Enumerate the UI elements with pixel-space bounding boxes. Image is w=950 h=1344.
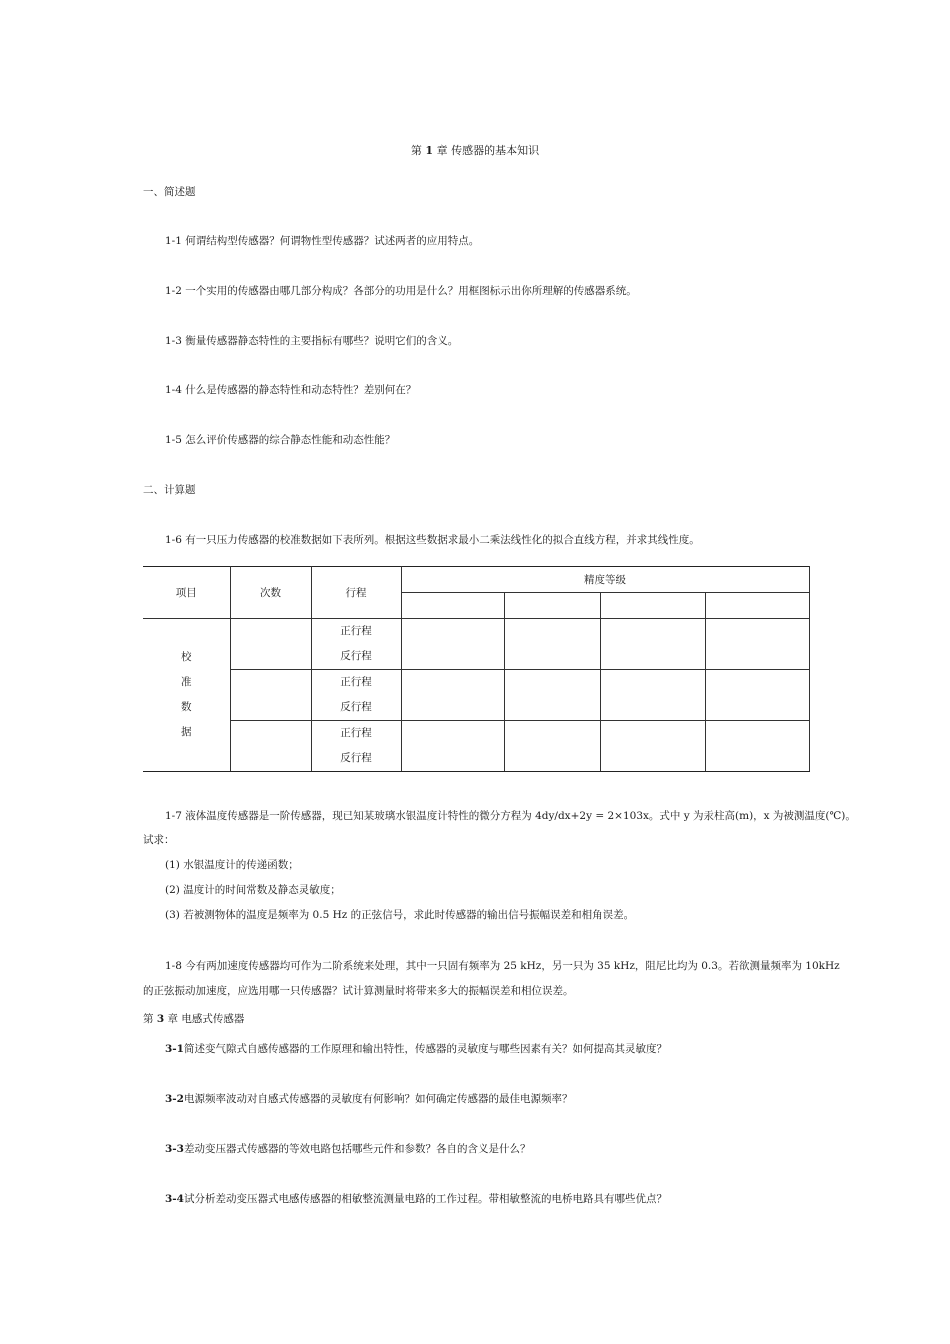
data-cell [504, 670, 600, 721]
chapter-3-title-text: 章 电感式传感器 [167, 1013, 245, 1025]
forward-stroke-label: 正行程 [340, 727, 372, 739]
row-label-char: 校 [181, 651, 192, 663]
question-3-2-text: 电源频率波动对自感式传感器的灵敏度有何影响？如何确定传感器的最佳电源频率？ [183, 1093, 573, 1105]
question-3-3-number: 3-3 [165, 1143, 184, 1155]
reverse-stroke-label: 反行程 [340, 701, 372, 713]
header-item: 项目 [143, 567, 230, 619]
data-cell [401, 721, 504, 772]
precision-cell [504, 593, 600, 619]
question-3-1 [165, 1041, 667, 1056]
row-label-char: 据 [181, 726, 192, 738]
precision-cell [705, 593, 809, 619]
question-1-1: 1-1 何谓结构型传感器？何谓物性型传感器？试述两者的应用特点。 [165, 235, 480, 247]
question-1-2: 1-2 一个实用的传感器由哪几部分构成？各部分的功用是什么？用框图标示出你所理解的传感器系统。 [165, 285, 637, 297]
question-1-7-part-2: (2) 温度计的时间常数及静态灵敏度； [165, 884, 341, 896]
question-3-1-number: 3-1 [165, 1043, 184, 1055]
chapter-1-title [0, 142, 950, 158]
calibration-data-table [143, 566, 810, 772]
reverse-stroke-label: 反行程 [340, 650, 372, 662]
count-cell [230, 619, 311, 670]
question-3-4-number: 3-4 [165, 1193, 184, 1205]
count-cell [230, 670, 311, 721]
forward-stroke-label: 正行程 [340, 625, 372, 637]
question-1-6: 1-6 有一只压力传感器的校准数据如下表所列。根据这些数据求最小二乘法线性化的拟合直线方程，并求其线性度。 [165, 534, 700, 546]
question-1-7-part-1: (1) 水银温度计的传递函数； [165, 859, 299, 871]
data-cell [600, 670, 705, 721]
count-cell [230, 721, 311, 772]
question-1-7-prompt: 试求： [143, 834, 175, 846]
precision-cell [600, 593, 705, 619]
header-stroke: 行程 [311, 567, 401, 619]
question-1-8-continued: 的正弦振动加速度，应选用哪一只传感器？试计算测量时将带来多大的振幅误差和相位误差。 [143, 985, 574, 997]
row-label-char: 准 [181, 676, 192, 688]
chapter-3-title [143, 1011, 244, 1026]
section-heading-short-answer: 一、简述题 [143, 186, 196, 198]
data-cell [600, 721, 705, 772]
section-heading-calculation: 二、计算题 [143, 484, 196, 496]
forward-stroke-label: 正行程 [340, 676, 372, 688]
data-cell [705, 619, 809, 670]
question-1-8: 1-8 今有两加速度传感器均可作为二阶系统来处理，其中一只固有频率为 25 kHz，另一只为 35 kHz，阻尼比均为 0.3。若欲测量频率为 10kHz [165, 960, 840, 972]
question-3-1-text: 简述变气隙式自感传感器的工作原理和输出特性，传感器的灵敏度与哪些因素有关？如何提高其灵敏度？ [183, 1043, 667, 1055]
row-label-calibration-data [143, 619, 230, 772]
header-precision-class: 精度等级 [401, 567, 809, 593]
question-1-5: 1-5 怎么评价传感器的综合静态性能和动态性能？ [165, 434, 396, 446]
row-label-char: 数 [181, 701, 192, 713]
stroke-cell [311, 619, 401, 670]
question-3-4 [165, 1191, 667, 1206]
question-3-4-text: 试分析差动变压器式电感传感器的相敏整流测量电路的工作过程。带相敏整流的电桥电路具有哪些优点？ [183, 1193, 667, 1205]
chapter-3-title-prefix: 第 [143, 1013, 154, 1025]
question-1-3: 1-3 衡量传感器静态特性的主要指标有哪些？说明它们的含义。 [165, 335, 459, 347]
question-1-4: 1-4 什么是传感器的静态特性和动态特性？差别何在？ [165, 384, 417, 396]
precision-cell [401, 593, 504, 619]
stroke-cell [311, 721, 401, 772]
data-cell [401, 670, 504, 721]
data-cell [504, 619, 600, 670]
stroke-cell [311, 670, 401, 721]
header-count: 次数 [230, 567, 311, 619]
chapter-1-title-prefix: 第 [410, 144, 422, 157]
chapter-1-title-number: 1 [425, 144, 434, 157]
question-3-3 [165, 1141, 530, 1156]
question-3-3-text: 差动变压器式传感器的等效电路包括哪些元件和参数？各自的含义是什么？ [183, 1143, 531, 1155]
chapter-1-title-text: 章 传感器的基本知识 [436, 144, 540, 157]
data-cell [705, 721, 809, 772]
chapter-3-title-number: 3 [156, 1013, 165, 1025]
question-1-7: 1-7 液体温度传感器是一阶传感器，现已知某玻璃水银温度计特性的微分方程为 4dy/dx+2y = 2×103x。式中 y 为汞柱高(m)，x 为被测温度(℃)。 [165, 810, 856, 822]
question-3-2-number: 3-2 [165, 1093, 184, 1105]
reverse-stroke-label: 反行程 [340, 752, 372, 764]
question-1-7-part-3: (3) 若被测物体的温度是频率为 0.5 Hz 的正弦信号，求此时传感器的输出信号振幅误差和相角误差。 [165, 909, 635, 921]
question-3-2 [165, 1091, 572, 1106]
data-cell [705, 670, 809, 721]
data-cell [504, 721, 600, 772]
data-cell [401, 619, 504, 670]
data-cell [600, 619, 705, 670]
